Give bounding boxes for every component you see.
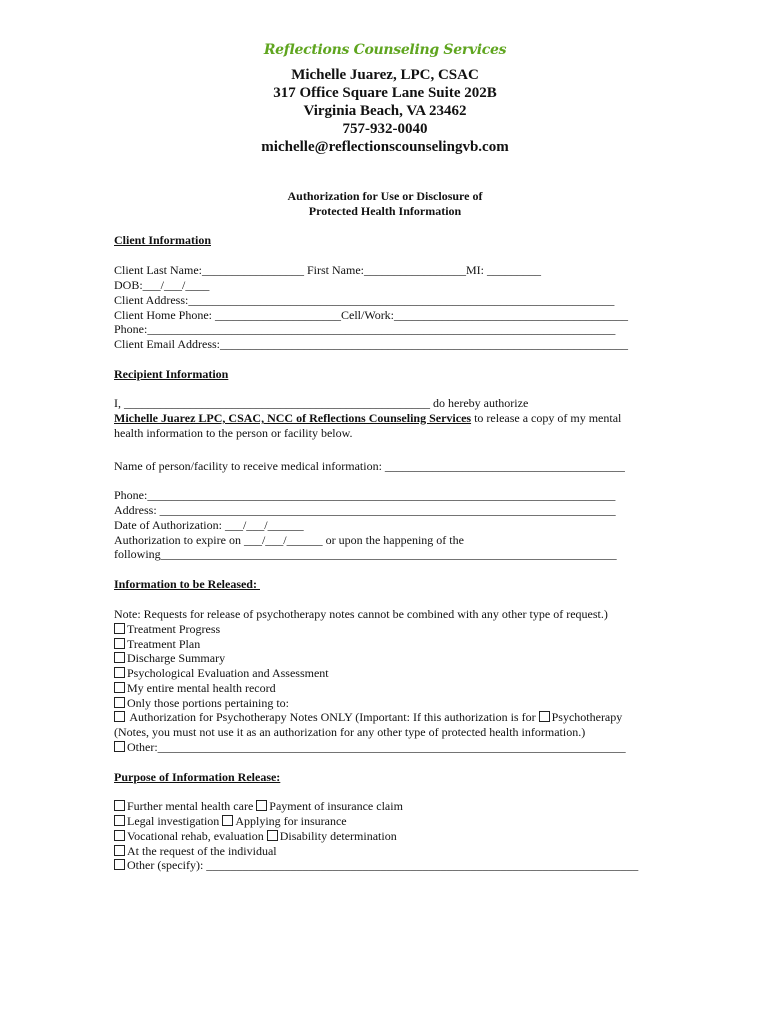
recipient-phone-field[interactable]: Phone:______________________________________________________________________________ xyxy=(114,488,616,502)
recipient-info-heading: Recipient Information xyxy=(114,367,229,381)
checkbox[interactable] xyxy=(539,711,550,722)
purpose-row xyxy=(114,844,277,859)
logo-text: Reflections Counseling Services xyxy=(263,42,507,58)
purpose-label: At the request of the individual xyxy=(127,844,277,858)
provider-address-1: 317 Office Square Lane Suite 202B xyxy=(273,85,497,101)
release-item-label: Treatment Progress xyxy=(127,622,221,636)
release-item xyxy=(114,696,289,711)
provider-address-2: Virginia Beach, VA 23462 xyxy=(303,103,467,119)
checkbox[interactable] xyxy=(114,830,125,841)
checkbox[interactable] xyxy=(222,815,233,826)
client-email-field[interactable]: Client Email Address:____________________________________________________________________ xyxy=(114,337,628,351)
purpose-row xyxy=(114,829,397,844)
provider-bold-name: Michelle Juarez LPC, CSAC, NCC of Reflections Counseling Services xyxy=(114,411,472,425)
checkbox[interactable] xyxy=(114,638,125,649)
release-statement xyxy=(114,411,621,426)
dob-field[interactable]: DOB:___/___/____ xyxy=(114,278,210,292)
release-text: to release a copy of my mental xyxy=(471,411,622,425)
client-phone-field[interactable]: Phone:______________________________________________________________________________ xyxy=(114,322,616,336)
psychotherapy-label: Psychotherapy xyxy=(551,710,623,724)
release-item xyxy=(114,681,276,696)
form-title-line-1: Authorization for Use or Disclosure of xyxy=(287,189,483,203)
checkbox[interactable] xyxy=(114,800,125,811)
purpose-label: Disability determination xyxy=(279,829,397,843)
release-item xyxy=(114,651,225,666)
release-other-item xyxy=(114,740,626,755)
checkbox[interactable] xyxy=(114,682,125,693)
checkbox[interactable] xyxy=(114,711,125,722)
release-text-continued: health information to the person or facility below. xyxy=(114,426,353,440)
psychotherapy-notes-item xyxy=(114,710,622,725)
checkbox[interactable] xyxy=(256,800,267,811)
release-item xyxy=(114,666,329,681)
checkbox[interactable] xyxy=(114,667,125,678)
authorize-name-field[interactable]: I, ___________________________________________________ do hereby authorize xyxy=(114,396,529,410)
release-item xyxy=(114,637,200,652)
purpose-label: Further mental health care xyxy=(127,799,257,813)
purpose-row xyxy=(114,799,403,814)
provider-phone: 757-932-0040 xyxy=(342,121,428,137)
checkbox[interactable] xyxy=(267,830,278,841)
client-info-heading: Client Information xyxy=(114,233,211,247)
checkbox[interactable] xyxy=(114,741,125,752)
release-item xyxy=(114,622,220,637)
checkbox[interactable] xyxy=(114,845,125,856)
provider-name: Michelle Juarez, LPC, CSAC xyxy=(291,67,479,83)
expiration-date-field[interactable]: Authorization to expire on ___/___/______ or upon the happening of the xyxy=(114,533,464,547)
release-item-label: Treatment Plan xyxy=(127,637,201,651)
purpose-label: Legal investigation xyxy=(127,814,223,828)
purpose-other-row xyxy=(114,858,638,873)
client-home-phone-field[interactable]: Client Home Phone: _____________________Cell/Work:_______________________________________ xyxy=(114,308,629,322)
purpose-label: Applying for insurance xyxy=(235,814,347,828)
checkbox[interactable] xyxy=(114,697,125,708)
purpose-heading: Purpose of Information Release: xyxy=(114,770,281,784)
psychotherapy-note: Note: Requests for release of psychotherapy notes cannot be combined with any other type of request.) xyxy=(114,607,608,621)
following-field[interactable]: following____________________________________________________________________________ xyxy=(114,547,617,561)
form-title-line-2: Protected Health Information xyxy=(308,204,462,218)
recipient-address-field[interactable]: Address: ____________________________________________________________________________ xyxy=(114,503,616,517)
checkbox[interactable] xyxy=(114,652,125,663)
release-item-label: Discharge Summary xyxy=(127,651,226,665)
psychotherapy-notes-label: Authorization for Psychotherapy Notes ONLY (Important: If this authorization is for xyxy=(127,710,539,724)
checkbox[interactable] xyxy=(114,623,125,634)
client-name-field[interactable]: Client Last Name:_________________ First Name:_________________MI: _________ xyxy=(114,263,541,277)
purpose-other-field[interactable]: Other (specify): ________________________________________________________________________ xyxy=(127,858,639,872)
release-item-label: Only those portions pertaining to: xyxy=(127,696,289,710)
release-info-heading: Information to be Released: xyxy=(114,577,260,591)
checkbox[interactable] xyxy=(114,859,125,870)
client-address-field[interactable]: Client Address:_______________________________________________________________________ xyxy=(114,293,615,307)
provider-email: michelle@reflectionscounselingvb.com xyxy=(261,139,509,155)
purpose-label: Vocational rehab, evaluation xyxy=(127,829,267,843)
purpose-label: Payment of insurance claim xyxy=(269,799,403,813)
checkbox[interactable] xyxy=(114,815,125,826)
recipient-name-field[interactable]: Name of person/facility to receive medical information: ________________________________________ xyxy=(114,459,625,473)
release-item-label: My entire mental health record xyxy=(127,681,276,695)
purpose-row xyxy=(114,814,347,829)
psychotherapy-notes-caution: (Notes, you must not use it as an authorization for any other type of protected health information.) xyxy=(114,725,586,739)
release-item-label: Psychological Evaluation and Assessment xyxy=(127,666,329,680)
release-other-field[interactable]: Other:______________________________________________________________________________ xyxy=(127,740,626,754)
authorization-date-field[interactable]: Date of Authorization: ___/___/______ xyxy=(114,518,304,532)
